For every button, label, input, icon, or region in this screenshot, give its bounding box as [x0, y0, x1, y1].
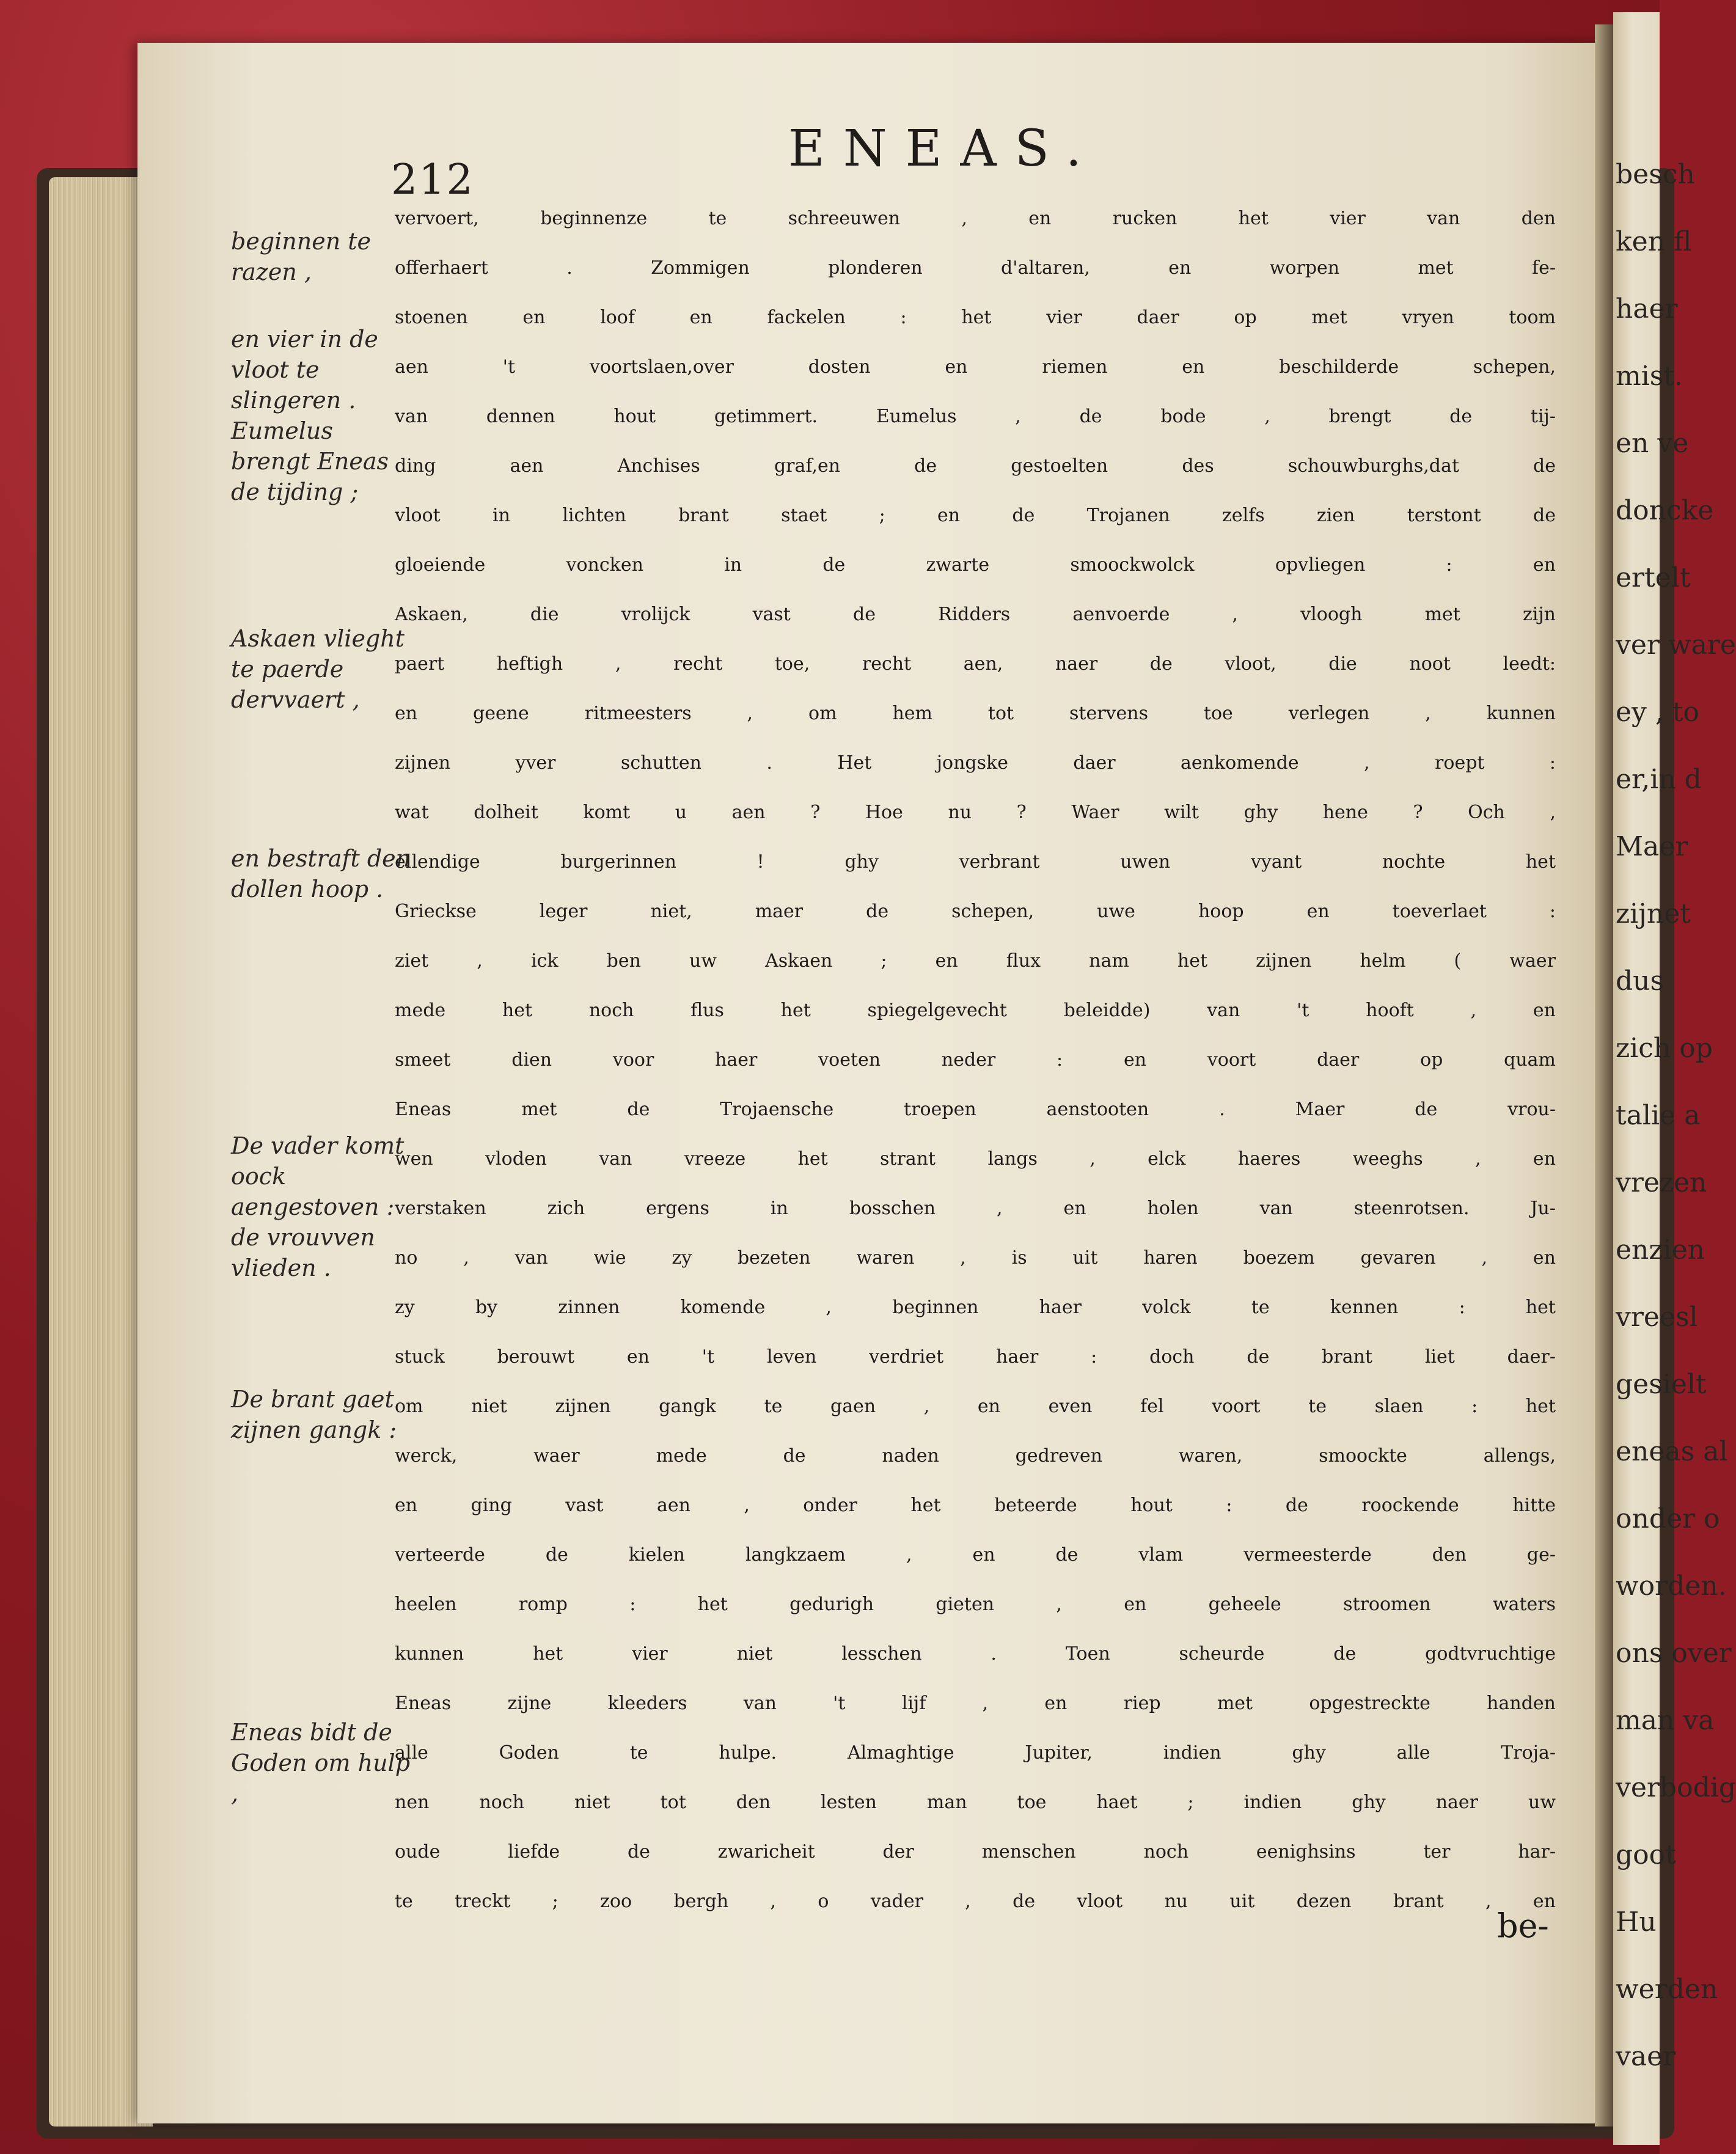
facing-page-fragment: mist. — [1616, 361, 1683, 392]
margin-note: De brant gaet zijnen gangk : — [231, 1386, 397, 1443]
facing-page-fragment: werden — [1616, 1974, 1718, 2005]
text-line: verstaken zich ergens in bosschen , en holen van steenrotsen. Ju- — [395, 1198, 1556, 1219]
text-line: en geene ritmeesters , om hem tot stervens toe verlegen , kunnen — [395, 703, 1556, 724]
facing-page-fragment: dus — [1616, 965, 1665, 997]
margin-note: en bestraft den dollen hoop . — [231, 845, 411, 903]
text-line: zijnen yver schutten . Het jongske daer aenkomende , roept : — [395, 752, 1556, 774]
text-line: wen vloden van vreeze het strant langs , elck haeres weeghs , en — [395, 1148, 1556, 1170]
margin-note: Askaen vlieght te paerde dervvaert , — [231, 625, 405, 713]
facing-page-fragment: eneas al — [1616, 1436, 1728, 1467]
margin-note: Eumelus brengt Eneas de tijding ; — [231, 417, 389, 505]
facing-page-fragment: gesielt — [1616, 1369, 1707, 1400]
facing-page-fragment: zich op — [1616, 1033, 1713, 1064]
facing-page-fragment: haer — [1616, 293, 1678, 324]
text-line: oude liefde de zwaricheit der menschen noch eenighsins ter har- — [395, 1841, 1556, 1863]
facing-page-fragment: man va — [1616, 1705, 1715, 1736]
margin-notes — [231, 226, 411, 1876]
running-title: ENEAS. — [788, 120, 1101, 178]
text-line: verteerde de kielen langkzaem , en de vlam vermeesterde den ge- — [395, 1544, 1556, 1566]
text-line: stuck berouwt en 't leven verdriet haer : doch de brant liet daer- — [395, 1346, 1556, 1368]
text-line: gloeiende voncken in de zwarte smoockwolck opvliegen : en — [395, 554, 1556, 576]
text-line: van dennen hout getimmert. Eumelus , de bode , brengt de tij- — [395, 406, 1556, 427]
facing-page-fragment: ken fl — [1616, 226, 1692, 257]
text-line: Grieckse leger niet, maer de schepen, uwe hoop en toeverlaet : — [395, 901, 1556, 922]
text-line: smeet dien voor haer voeten neder : en voort daer op quam — [395, 1049, 1556, 1071]
text-line: stoenen en loof en fackelen : het vier daer op met vryen toom — [395, 307, 1556, 328]
facing-page-fragment: Maer — [1616, 831, 1688, 862]
facing-page-fragment: verbodig — [1616, 1772, 1736, 1803]
text-line: nen noch niet tot den lesten man toe haet ; indien ghy naer uw — [395, 1792, 1556, 1813]
text-line: offerhaert . Zommigen plonderen d'altaren, en worpen met fe- — [395, 257, 1556, 279]
facing-page-fragment: talie a — [1616, 1100, 1701, 1131]
facing-page-fragment: Hu — [1616, 1907, 1657, 1938]
facing-page-fragment: en ve — [1616, 428, 1689, 459]
text-line: mede het noch flus het spiegelgevecht beleidde) van 't hooft , en — [395, 1000, 1556, 1021]
text-line: no , van wie zy bezeten waren , is uit haren boezem gevaren , en — [395, 1247, 1556, 1269]
facing-page-fragment: zijnet — [1616, 898, 1691, 929]
margin-note: De vader komt oock aengestoven : de vrouvven vlieden . — [231, 1132, 405, 1281]
facing-page-fragment: ons over — [1616, 1638, 1732, 1669]
facing-page-fragment: enzien — [1616, 1234, 1705, 1266]
facing-page-fragment: besch — [1616, 159, 1695, 190]
text-line: ding aen Anchises graf,en de gestoelten des schouwburghs,dat de — [395, 455, 1556, 477]
text-line: om niet zijnen gangk te gaen , en even fel voort te slaen : het — [395, 1396, 1556, 1417]
text-line: kunnen het vier niet lesschen . Toen scheurde de godtvruchtige — [395, 1643, 1556, 1665]
facing-page-fragment: vreesl — [1616, 1302, 1698, 1333]
facing-page-fragment: vaer — [1616, 2041, 1676, 2072]
text-line: ellendige burgerinnen ! ghy verbrant uwen vyant nochte het — [395, 851, 1556, 873]
facing-page-fragment: ey , to — [1616, 697, 1700, 728]
text-line: werck, waer mede de naden gedreven waren, smoockte allengs, — [395, 1445, 1556, 1467]
text-line: heelen romp : het gedurigh gieten , en geheele stroomen waters — [395, 1594, 1556, 1615]
margin-note: en vier in de vloot te slingeren . — [231, 326, 378, 414]
text-line: vervoert, beginnenze te schreeuwen , en rucken het vier van den — [395, 208, 1556, 229]
margin-note: beginnen te razen , — [231, 228, 372, 285]
text-line: zy by zinnen komende , beginnen haer volck te kennen : het — [395, 1297, 1556, 1318]
text-line: vloot in lichten brant staet ; en de Trojanen zelfs zien terstont de — [395, 505, 1556, 526]
facing-page-fragment: ver ware — [1616, 629, 1736, 661]
page-number: 212 — [391, 156, 474, 204]
text-line: wat dolheit komt u aen ? Hoe nu ? Waer wilt ghy hene ? Och , — [395, 802, 1556, 823]
catchword: be- — [1497, 1907, 1549, 1945]
facing-page-fragment: er,in d — [1616, 764, 1702, 795]
facing-page-fragment: vrezen — [1616, 1167, 1707, 1198]
text-line: Eneas met de Trojaensche troepen aenstooten . Maer de vrou- — [395, 1099, 1556, 1120]
text-line: Askaen, die vrolijck vast de Ridders aenvoerde , vloogh met zijn — [395, 604, 1556, 625]
facing-page — [1613, 12, 1736, 2145]
facing-page-fragment: goot — [1616, 1839, 1676, 1870]
text-line: ziet , ick ben uw Askaen ; en flux nam het zijnen helm ( waer — [395, 950, 1556, 972]
text-line: aen 't voortslaen,over dosten en riemen en beschilderde schepen, — [395, 356, 1556, 378]
facing-page-fragment: ertelt — [1616, 562, 1691, 593]
text-line: te treckt ; zoo bergh , o vader , de vloot nu uit dezen brant , en — [395, 1891, 1556, 1912]
margin-note: Eneas bidt de Goden om hulp , — [231, 1719, 411, 1807]
text-line: Eneas zijne kleeders van 't lijf , en riep met opgestreckte handen — [395, 1693, 1556, 1714]
facing-page-fragment: worden. — [1616, 1570, 1727, 1602]
facing-page-fragment: onder o — [1616, 1503, 1720, 1534]
text-line: paert heftigh , recht toe, recht aen, naer de vloot, die noot leedt: — [395, 653, 1556, 675]
facing-page-fragment: doncke — [1616, 495, 1714, 526]
text-line: alle Goden te hulpe. Almaghtige Jupiter, indien ghy alle Troja- — [395, 1742, 1556, 1764]
text-line: en ging vast aen , onder het beteerde hout : de roockende hitte — [395, 1495, 1556, 1516]
